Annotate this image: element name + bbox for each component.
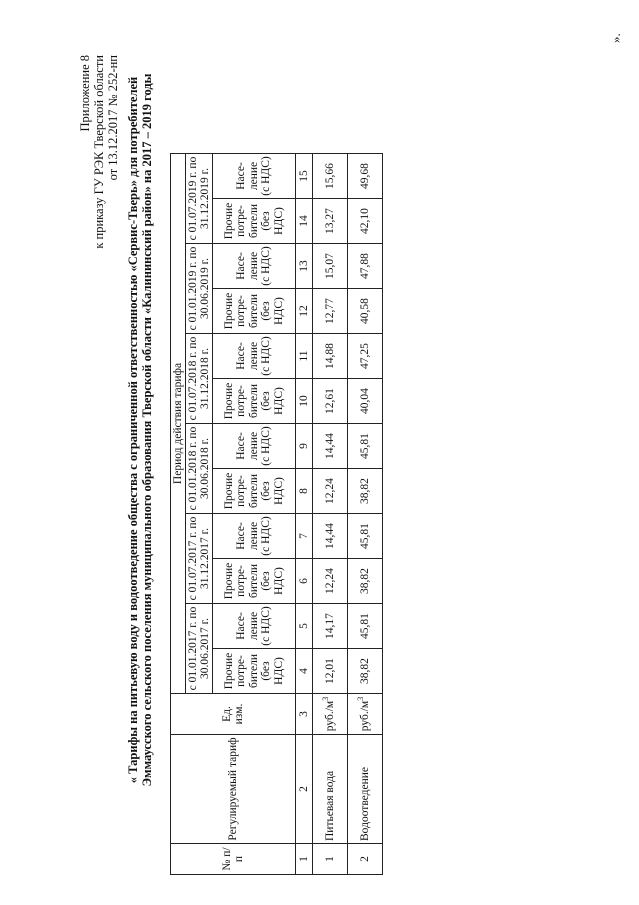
period-range: с 01.07.2018 г. по 31.12.2018 г. [186, 334, 213, 424]
category-other: Прочие потре- бители (без НДС) [213, 289, 296, 334]
category-population: Насе- ление (с НДС) [213, 424, 296, 469]
column-index: 15 [296, 154, 313, 199]
unit-text: руб./м [323, 700, 336, 732]
row-unit [348, 694, 383, 735]
tariff-value: 12,01 [313, 649, 348, 694]
tariff-value: 47,25 [348, 334, 383, 379]
period-range: с 01.01.2018 г. по 30.06.2018 г. [186, 424, 213, 514]
appendix-order: к приказу ГУ РЭК Тверской области [92, 55, 106, 249]
tariff-value: 45,81 [348, 424, 383, 469]
tariff-value: 15,07 [313, 244, 348, 289]
tariff-value: 14,44 [313, 424, 348, 469]
row-number: 2 [348, 844, 383, 875]
tariff-value: 12,77 [313, 289, 348, 334]
tariff-value: 13,27 [313, 199, 348, 244]
tariff-value: 45,81 [348, 514, 383, 559]
appendix-header [78, 55, 120, 249]
appendix-number: Приложение 8 [78, 55, 92, 132]
column-index: 10 [296, 379, 313, 424]
column-index: 2 [296, 735, 313, 844]
header-no: № п/ п [171, 844, 296, 875]
tariff-value: 12,24 [313, 559, 348, 604]
column-index: 3 [296, 694, 313, 735]
row-unit [313, 694, 348, 735]
category-population: Насе- ление (с НДС) [213, 334, 296, 379]
tariff-value: 40,04 [348, 379, 383, 424]
period-range: с 01.07.2019 г. по 31.12.2019 г. [186, 154, 213, 244]
header-name: Регулируемый тариф [171, 735, 296, 844]
tariff-table [170, 153, 383, 875]
column-index: 7 [296, 514, 313, 559]
category-population: Насе- ление (с НДС) [213, 514, 296, 559]
tariff-value: 45,81 [348, 604, 383, 649]
title-line-1: « Тарифы на питьевую воду и водоотведение общества с ограниченной ответственностью «Сервис-Тверь» для потребителей [126, 76, 140, 784]
tariff-value: 12,24 [313, 469, 348, 514]
row-name: Питьевая вода [313, 735, 348, 844]
appendix-date: от 13.12.2017 № 252-нп [106, 55, 120, 181]
tariff-value: 47,88 [348, 244, 383, 289]
tariff-value: 49,68 [348, 154, 383, 199]
header-period: Период действия тарифа [171, 154, 186, 694]
column-index: 8 [296, 469, 313, 514]
tariff-value: 42,10 [348, 199, 383, 244]
data-rows [313, 154, 383, 875]
category-population: Насе- ление (с НДС) [213, 154, 296, 199]
category-other: Прочие потре- бители (без НДС) [213, 649, 296, 694]
document-title [126, 30, 154, 830]
category-other: Прочие потре- бители (без НДС) [213, 379, 296, 424]
column-index-row [296, 154, 313, 875]
column-index: 4 [296, 649, 313, 694]
row-number: 1 [313, 844, 348, 875]
tariff-value: 38,82 [348, 559, 383, 604]
unit-text: руб./м [358, 700, 371, 732]
table-row [348, 154, 383, 875]
column-index: 6 [296, 559, 313, 604]
category-population: Насе- ление (с НДС) [213, 244, 296, 289]
column-index: 9 [296, 424, 313, 469]
column-index: 5 [296, 604, 313, 649]
closing-quote: ». [608, 33, 623, 43]
tariff-value: 40,58 [348, 289, 383, 334]
column-index: 1 [296, 844, 313, 875]
tariff-value: 15,66 [313, 154, 348, 199]
tariff-value: 12,61 [313, 379, 348, 424]
period-range: с 01.01.2017 г. по 30.06.2017 г. [186, 604, 213, 694]
tariff-value: 14,88 [313, 334, 348, 379]
header-row-period [171, 154, 186, 875]
category-population: Насе- ление (с НДС) [213, 604, 296, 649]
title-line-2: Эммаусского сельского поселения муниципального образования Тверской области «Калининский район» на 2017 – 2019 годы [140, 73, 154, 787]
tariff-value: 38,82 [348, 469, 383, 514]
column-index: 14 [296, 199, 313, 244]
column-index: 13 [296, 244, 313, 289]
tariff-value: 14,17 [313, 604, 348, 649]
tariff-value: 38,82 [348, 649, 383, 694]
period-range: с 01.01.2019 г. по 30.06.2019 г. [186, 244, 213, 334]
category-other: Прочие потре- бители (без НДС) [213, 559, 296, 604]
category-other: Прочие потре- бители (без НДС) [213, 469, 296, 514]
table-row [313, 154, 348, 875]
row-name: Водоотведение [348, 735, 383, 844]
category-other: Прочие потре- бители (без НДС) [213, 199, 296, 244]
unit-exponent: 3 [355, 696, 365, 701]
period-range: с 01.07.2017 г. по 31.12.2017 г. [186, 514, 213, 604]
tariff-value: 14,44 [313, 514, 348, 559]
header-unit: Ед. изм. [171, 694, 296, 735]
column-index: 11 [296, 334, 313, 379]
unit-exponent: 3 [320, 696, 330, 701]
column-index: 12 [296, 289, 313, 334]
